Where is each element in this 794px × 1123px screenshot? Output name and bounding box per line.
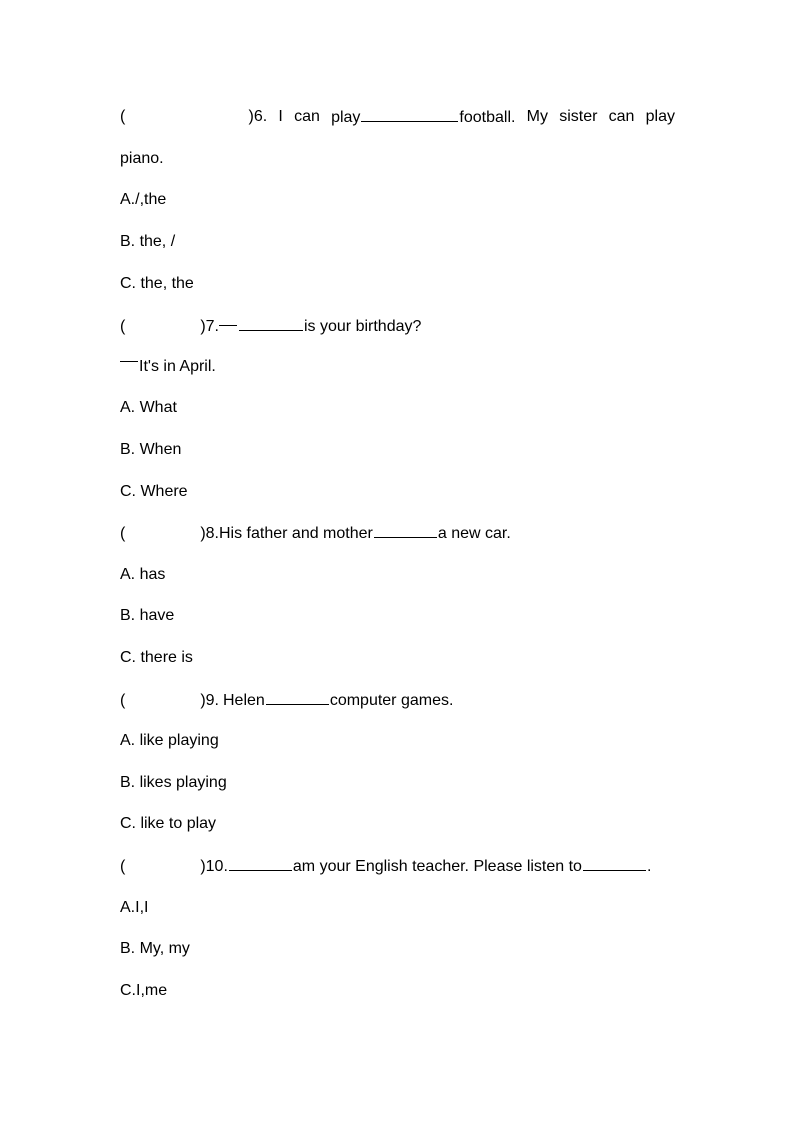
q6-paren-open: ( [120, 108, 126, 125]
answer-blank [229, 855, 292, 871]
q7-paren-open: ( [120, 318, 126, 335]
q6-word: I [278, 108, 283, 125]
question-6-stem [120, 106, 675, 128]
q8-stem-before: His father and mother [219, 525, 373, 542]
q6-word: can [294, 108, 320, 125]
answer-blank [374, 522, 437, 538]
q9-option-b: B. likes playing [120, 774, 227, 791]
q7-stem-text: is your birthday? [304, 318, 422, 335]
q10-stem-mid: am your English teacher. Please listen to [292, 858, 582, 875]
q10-number: )10. [200, 858, 228, 875]
em-dash-mark [120, 361, 138, 362]
q6-option-c: C. the, the [120, 275, 194, 292]
q8-stem-after: a new car. [437, 525, 511, 542]
q10-stem-end: . [646, 858, 652, 875]
q9-number: )9. [200, 692, 219, 709]
q7-option-c: C. Where [120, 483, 188, 500]
q6-option-a: A./,the [120, 191, 167, 208]
answer-blank [361, 106, 458, 122]
q8-number: )8. [200, 525, 219, 542]
question-10-stem [120, 855, 675, 877]
q6-word: sister [559, 108, 598, 125]
q6-stem-continued: piano. [120, 150, 164, 167]
q8-option-c: C. there is [120, 649, 193, 666]
q10-option-c: C.I,me [120, 982, 168, 999]
q7-number: )7. [200, 318, 219, 335]
q8-option-a: A. has [120, 566, 166, 583]
q9-stem-after: computer games. [329, 692, 454, 709]
q7-option-a: A. What [120, 399, 177, 416]
q10-option-a: A.I,I [120, 899, 149, 916]
question-9-stem [120, 689, 675, 711]
q9-paren-open: ( [120, 692, 126, 709]
q6-word: can [608, 108, 635, 125]
answer-blank [583, 855, 646, 871]
q7-option-b: B. When [120, 441, 182, 458]
question-8-stem [120, 522, 675, 544]
q6-word: play [645, 108, 675, 125]
q6-word: My [526, 108, 548, 125]
q9-option-a: A. like playing [120, 732, 219, 749]
q9-option-c: C. like to play [120, 815, 217, 832]
q7-response: It's in April. [120, 356, 675, 378]
em-dash-mark [219, 325, 237, 326]
q6-option-b: B. the, / [120, 233, 176, 250]
question-7-stem [120, 315, 675, 337]
q10-paren-open: ( [120, 858, 126, 875]
answer-blank [239, 315, 303, 331]
q6-word-with-blank: play football. [331, 106, 515, 128]
q8-paren-open: ( [120, 525, 126, 542]
q6-number: )6. [248, 108, 268, 125]
answer-blank [266, 689, 329, 705]
q8-option-b: B. have [120, 607, 175, 624]
q10-option-b: B. My, my [120, 940, 190, 957]
q9-stem-before: Helen [223, 692, 265, 709]
